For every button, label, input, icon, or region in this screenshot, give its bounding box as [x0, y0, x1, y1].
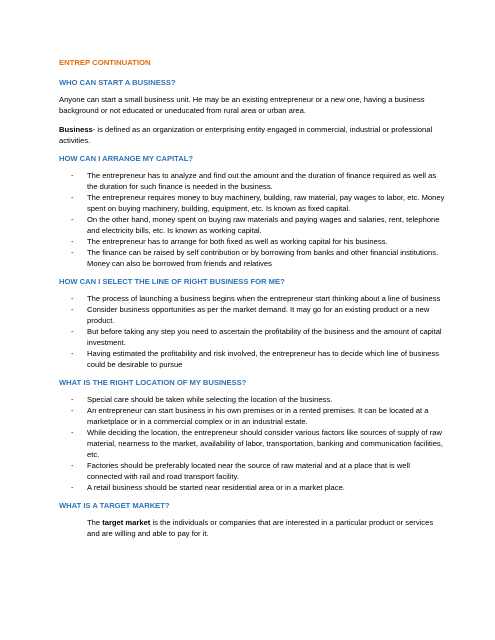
list-item-text: Special care should be taken while selecting the location of the business.	[87, 395, 333, 404]
list-item-text: Factories should be preferably located near the source of raw material and at a place that is well connected with rail and road transport facility.	[87, 461, 410, 481]
list-item-text: Consider business opportunities as per the market demand. It may go for an existing product or a new product.	[87, 305, 430, 325]
list-item	[59, 348, 447, 370]
section-heading: HOW CAN I ARRANGE MY CAPITAL?	[59, 154, 194, 163]
list-item	[59, 482, 447, 493]
definition-term: target market	[102, 518, 151, 527]
list-item-text: While deciding the location, the entrepreneur should consider various factors like sources of supply of raw material, nearness to the market, availability of labor, transportation, banking and communication facilities, etc.	[87, 428, 443, 459]
dash-bullet: -	[71, 193, 74, 202]
list-item-text: A retail business should be started near residential area or in a market place.	[87, 483, 345, 492]
section-who-can-start	[59, 78, 447, 146]
section-heading: WHAT IS A TARGET MARKET?	[59, 501, 170, 510]
section-select-line-of-business	[59, 277, 447, 370]
list-item	[59, 170, 447, 192]
list-item	[59, 405, 447, 427]
paragraph: Anyone can start a small business unit. He may be an existing entrepreneur or a new one, having a business background or not educated or uneducated from rural area or urban area.	[59, 95, 425, 115]
dash-bullet: -	[71, 237, 74, 246]
list-item-text: The entrepreneur has to arrange for both fixed as well as working capital for his business.	[87, 237, 388, 246]
list-item	[59, 247, 447, 269]
definition-text: is the individuals or companies that are interested in a particular product or services and are willing and able to pay for it.	[87, 518, 434, 538]
list-item-text: Having estimated the profitability and risk involved, the entrepreneur has to decide which line of business could be desirable to pursue	[87, 349, 440, 369]
list-item-text: The entrepreneur requires money to buy machinery, building, raw material, pay wages to labor, etc. Money spent on buying machinery, building, equipment, etc. Is known as fixed capital.	[87, 193, 445, 213]
dash-bullet: -	[71, 171, 74, 180]
list-item	[59, 326, 447, 348]
list-item-text: The process of launching a business begins when the entrepreneur start thinking about a line of business	[87, 294, 441, 303]
list-item-text: But before taking any step you need to ascertain the profitability of the business and the amount of capital investment.	[87, 327, 442, 347]
definition-prefix: The	[87, 518, 103, 527]
list-item-text: The finance can be raised by self contribution or by borrowing from banks and other financial institutions. Money can also be borrowed from friends and relatives	[87, 248, 439, 268]
definition-term: Business	[59, 125, 93, 134]
target-market-definition	[59, 517, 447, 539]
list-item-text: On the other hand, money spent on buying raw materials and paying wages and salaries, rent, telephone and electricity bills, etc. Is known as working capital.	[87, 215, 440, 235]
dash-bullet: -	[71, 305, 74, 314]
dash-bullet: -	[71, 349, 74, 358]
list-item	[59, 236, 447, 247]
definition-text: - is defined as an organization or enterprising entity engaged in commercial, industrial or professional activities.	[59, 125, 433, 145]
dash-bullet: -	[71, 248, 74, 257]
section-heading: WHAT IS THE RIGHT LOCATION OF MY BUSINESS?	[59, 378, 247, 387]
business-definition	[59, 124, 447, 146]
list-item-text: The entrepreneur has to analyze and find out the amount and the duration of finance required as well as the duration for such finance is needed in the business.	[87, 171, 437, 191]
dash-bullet: -	[71, 294, 74, 303]
dash-bullet: -	[71, 395, 74, 404]
list-item	[59, 214, 447, 236]
dash-bullet: -	[71, 215, 74, 224]
list-item	[59, 394, 447, 405]
dash-bullet: -	[71, 428, 74, 437]
document-title: ENTREP CONTINUATION	[59, 58, 151, 67]
dash-bullet: -	[71, 327, 74, 336]
dash-bullet: -	[71, 406, 74, 415]
list-item	[59, 293, 447, 304]
section-arrange-capital	[59, 154, 447, 269]
list-item-text: An entrepreneur can start business in his own premises or in a rented premises. It can be located at a marketplace or in a commercial complex or in an industrial estate.	[87, 406, 429, 426]
list-item	[59, 192, 447, 214]
section-heading: HOW CAN I SELECT THE LINE OF RIGHT BUSINESS FOR ME?	[59, 277, 285, 286]
list-item	[59, 460, 447, 482]
bullet-list	[59, 394, 447, 493]
section-business-location	[59, 378, 447, 493]
dash-bullet: -	[71, 483, 74, 492]
dash-bullet: -	[71, 461, 74, 470]
section-target-market	[59, 501, 447, 539]
bullet-list	[59, 293, 447, 370]
list-item	[59, 304, 447, 326]
list-item	[59, 427, 447, 460]
document-body	[59, 58, 447, 547]
section-heading: WHO CAN START A BUSINESS?	[59, 78, 176, 87]
bullet-list	[59, 170, 447, 269]
